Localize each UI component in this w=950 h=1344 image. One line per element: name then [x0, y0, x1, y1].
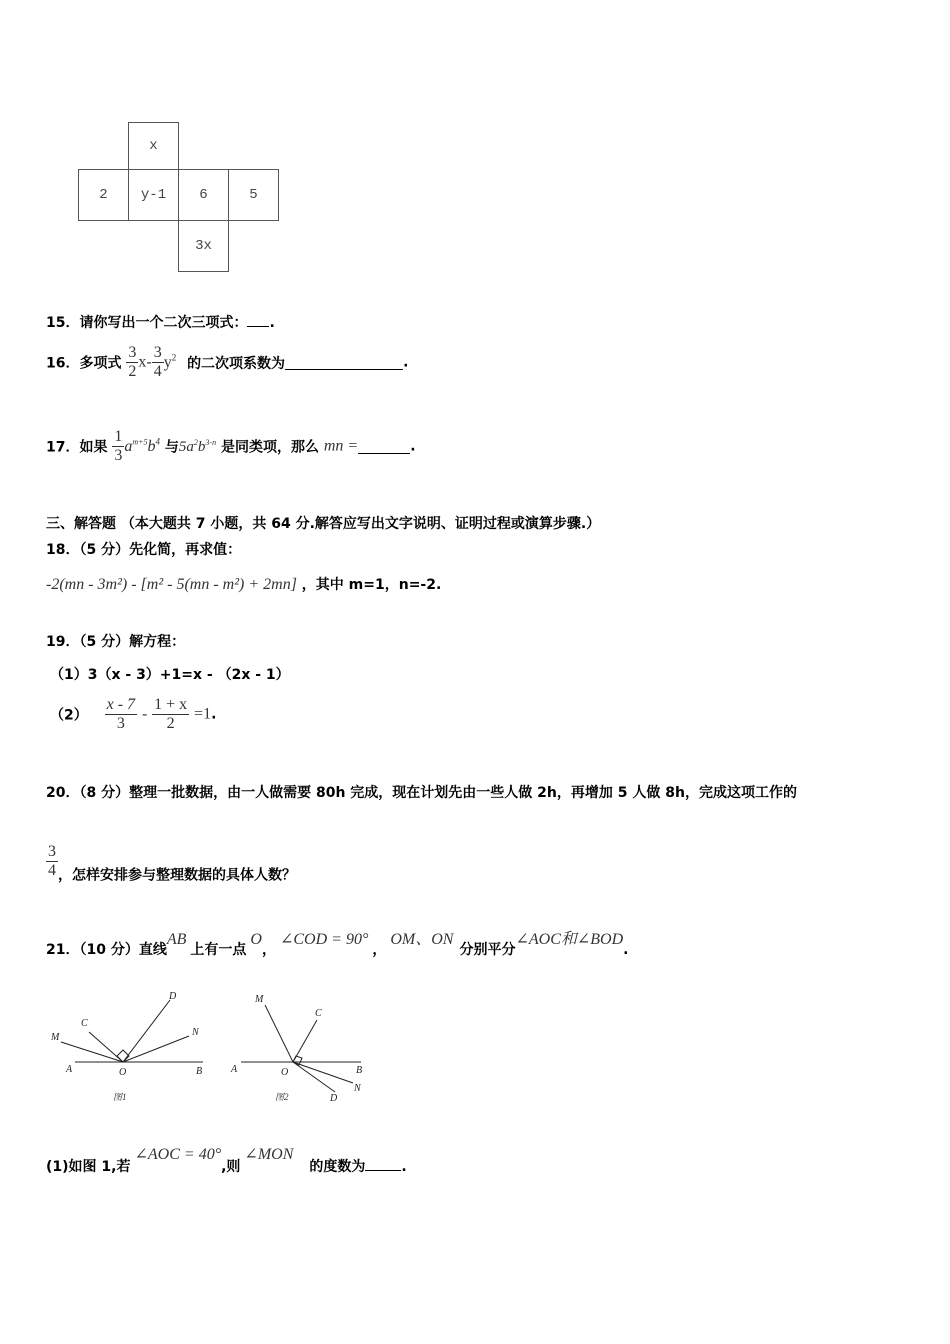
figure-1 — [45, 985, 215, 1110]
fig1-label-d: D — [169, 991, 177, 1002]
q21-omon: OM、ON — [390, 931, 454, 948]
q21-label: 21．（10 分）直线 — [46, 942, 167, 958]
fig2-label-d: D — [330, 1093, 338, 1104]
q21p1-mon: ∠MON — [244, 1146, 294, 1163]
q15-end: . — [269, 315, 275, 331]
question-18-expression — [46, 574, 441, 594]
question-21 — [46, 926, 629, 959]
q21p1-end: . — [401, 1159, 407, 1175]
net-cell-top: x — [128, 122, 179, 170]
q17-with: 与 — [164, 439, 179, 456]
question-20-line1: 20．（8 分）整理一批数据，由一人做需要 80h 完成，现在计划先由一些人做 2h，再增加 5 人做 8h，完成这项工作的 — [46, 785, 797, 801]
q20-text: ，怎样安排参与整理数据的具体人数？ — [58, 867, 296, 884]
question-19-part2 — [50, 696, 216, 733]
q16-mid: x- — [138, 353, 152, 371]
q17-answer-blank[interactable] — [358, 439, 410, 454]
fig1-label-a: A — [66, 1064, 73, 1075]
net-cell-center: y-1 — [128, 169, 179, 221]
q16-fraction-1: $\frac{3}{2}$ — [128, 344, 137, 380]
fig2-ray-on — [293, 1062, 353, 1083]
net-cell-right1: 6 — [178, 169, 229, 221]
q21p1-aoc: ∠AOC = 40° — [134, 1146, 222, 1163]
figure-2 — [225, 985, 375, 1110]
fig2-ray-od — [293, 1062, 335, 1092]
q21p1-then: ,则 — [221, 1159, 241, 1175]
question-20-line2 — [46, 843, 296, 885]
fig2-ray-om — [265, 1005, 293, 1062]
q21p1-label: (1)如图 1,若 — [46, 1159, 131, 1175]
net-cell-bottom: 3x — [178, 220, 229, 272]
question-15 — [46, 312, 275, 332]
fig2-label-c: C — [315, 1008, 322, 1019]
q16-end: . — [403, 354, 409, 371]
q15-text: 15．请你写出一个二次三项式： — [46, 315, 248, 331]
q17-term2: $5a^2b^{3-n}$ — [178, 437, 217, 455]
q16-label: 16．多项式 — [46, 355, 122, 372]
fig2-caption: 图2 — [275, 1092, 289, 1102]
q17-label: 17．如果 — [46, 439, 108, 456]
fig1-label-m: M — [51, 1032, 60, 1043]
q21-comma2: ， — [372, 942, 387, 958]
q21p1-text: 的度数为 — [309, 1159, 366, 1175]
q17-mn: mn = — [323, 437, 359, 455]
q19-fraction-2: $\frac{1 + x}{2}$ — [154, 696, 188, 732]
q21p1-answer-blank[interactable] — [365, 1156, 401, 1171]
fig2-label-m: M — [255, 994, 264, 1005]
fig2-label-o: O — [281, 1067, 289, 1078]
q19-p2-label: （2） — [50, 707, 88, 724]
q21-o: O — [250, 931, 262, 948]
q21-cod: ∠COD = 90° — [279, 931, 369, 948]
question-16 — [46, 344, 408, 381]
q16-y: $y^2$ — [163, 352, 177, 372]
fig1-ray-om — [61, 1042, 123, 1062]
fig2-label-b: B — [356, 1065, 363, 1076]
question-17 — [46, 428, 416, 465]
q19-equals: =1 — [194, 705, 212, 723]
question-19-part1: （1）3（x - 3）+1=x - （2x - 1） — [50, 667, 290, 683]
q18-condition: ，其中 m=1，n=-2. — [301, 577, 442, 593]
q19-fraction-1: $\frac{x - 7}{3}$ — [106, 696, 136, 732]
q15-answer-blank[interactable] — [247, 312, 269, 327]
q21-bisect: 分别平分 — [459, 942, 516, 958]
question-21-part1 — [46, 1144, 407, 1176]
section-heading: 三、解答题 （本大题共 7 小题，共 64 分.解答应写出文字说明、证明过程或演算步骤.） — [46, 516, 601, 532]
fig2-label-a: A — [231, 1064, 238, 1075]
q17-text: 是同类项，那么 — [220, 439, 319, 456]
q19-minus: - — [141, 705, 148, 723]
q17-fraction: $\frac{1}{3}$ — [114, 428, 123, 464]
fig1-label-c: C — [81, 1018, 88, 1029]
q17-end: . — [410, 438, 416, 455]
net-cell-left: 2 — [78, 169, 129, 221]
q19-end: . — [211, 706, 217, 723]
fig1-label-n: N — [192, 1027, 199, 1038]
q17-term1: $a^{m+5}b^4$ — [124, 436, 161, 456]
q16-text: 的二次项系数为 — [187, 355, 286, 372]
question-18-title: 18．（5 分）先化简，再求值： — [46, 542, 242, 558]
fig1-label-o: O — [119, 1067, 127, 1078]
q21-on: 上有一点 — [190, 942, 247, 958]
q21-end: . — [623, 942, 629, 958]
q20-fraction: $\frac{3}{4}$ — [48, 843, 56, 879]
fig2-label-n: N — [354, 1083, 361, 1094]
fig1-label-b: B — [196, 1066, 203, 1077]
fig1-caption: 图1 — [113, 1092, 127, 1102]
question-19-title: 19．（5 分）解方程： — [46, 634, 186, 650]
q18-expr: -2(mn - 3m²) - [m² - 5(mn - m²) + 2mn] — [46, 576, 297, 593]
q21-angles: ∠AOC和∠BOD — [515, 931, 624, 948]
q21-comma1: ， — [261, 942, 276, 958]
q16-answer-blank[interactable] — [285, 355, 403, 370]
net-cell-right2: 5 — [228, 169, 279, 221]
q16-fraction-2: $\frac{3}{4}$ — [153, 344, 162, 380]
q21-ab: AB — [166, 931, 187, 948]
